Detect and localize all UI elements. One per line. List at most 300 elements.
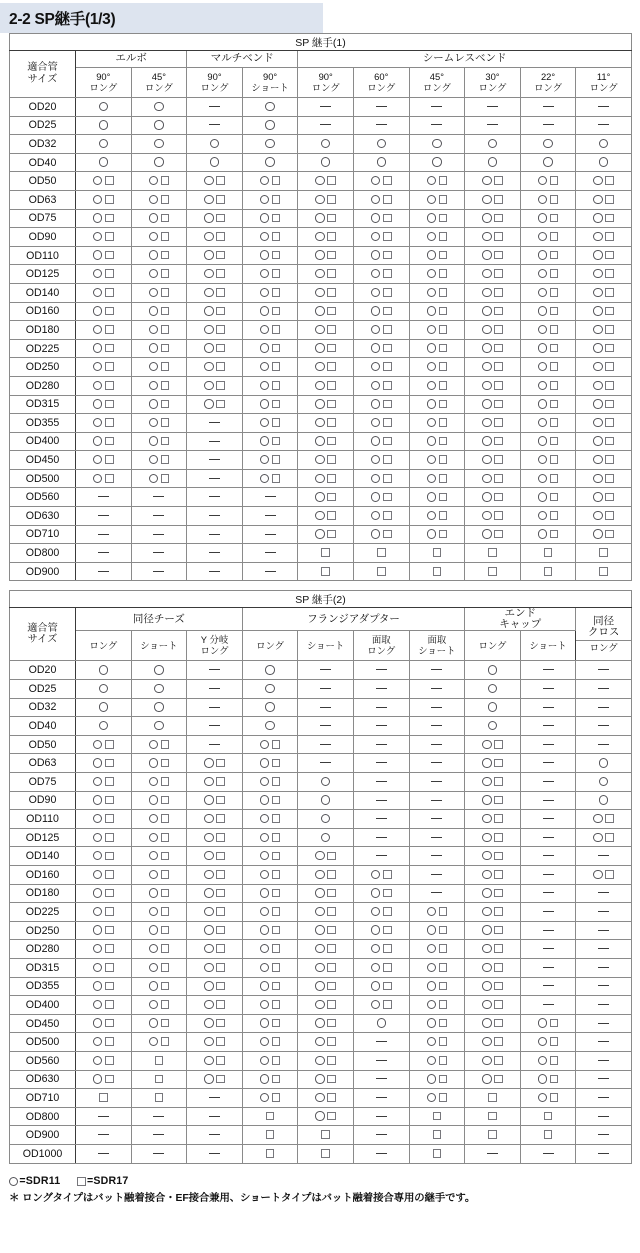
not-available-dash-icon	[598, 1060, 609, 1061]
sdr11-circle-icon	[593, 269, 602, 278]
availability-cell	[576, 773, 632, 792]
availability-cell	[298, 828, 354, 847]
availability-cell	[298, 754, 354, 773]
pipe-size-cell: OD32	[10, 135, 76, 154]
table-1-body	[10, 98, 632, 581]
not-available-dash-icon	[209, 106, 220, 107]
availability-cell	[353, 209, 409, 228]
sdr11-circle-icon	[315, 1056, 324, 1065]
not-available-dash-icon	[209, 688, 220, 689]
availability-cell	[187, 432, 243, 451]
sdr11-sdr17-pair	[482, 361, 503, 373]
availability-cell	[187, 544, 243, 563]
availability-cell	[187, 414, 243, 433]
not-available-dash-icon	[209, 669, 220, 670]
not-available-dash-icon	[98, 1134, 109, 1135]
sdr17-square-icon	[155, 1056, 164, 1065]
sdr17-square-icon	[216, 852, 225, 861]
sdr11-circle-icon	[204, 925, 213, 934]
availability-cell	[353, 1126, 409, 1145]
t2col-3-line1: ロング	[256, 639, 285, 651]
sdr17-square-icon	[383, 307, 392, 316]
not-available-dash-icon	[98, 496, 109, 497]
sdr11-circle-icon	[482, 399, 491, 408]
sdr17-square-icon	[494, 814, 503, 823]
availability-cell	[131, 98, 187, 117]
sdr11-sdr17-pair	[593, 472, 614, 484]
availability-cell	[242, 544, 298, 563]
availability-cell	[576, 884, 632, 903]
pipe-size-cell: OD630	[10, 1070, 76, 1089]
sdr11-circle-icon	[482, 195, 491, 204]
sdr11-circle-icon	[593, 529, 602, 538]
availability-cell	[465, 1089, 521, 1108]
availability-cell	[576, 228, 632, 247]
table-1-col-1	[131, 68, 187, 98]
availability-cell	[131, 1089, 187, 1108]
sdr11-circle-icon	[315, 176, 324, 185]
availability-cell	[298, 866, 354, 885]
availability-cell	[409, 358, 465, 377]
sdr17-square-icon	[494, 944, 503, 953]
sdr17-square-icon	[433, 1149, 442, 1158]
not-available-dash-icon	[543, 762, 554, 763]
sdr17-square-icon	[488, 567, 497, 576]
table-row	[10, 773, 632, 792]
availability-cell	[298, 921, 354, 940]
sdr11-sdr17-pair	[149, 980, 170, 992]
sdr11-circle-icon	[99, 120, 108, 129]
sdr11-circle-icon	[482, 436, 491, 445]
availability-cell	[353, 903, 409, 922]
sdr17-square-icon	[327, 195, 336, 204]
availability-cell	[465, 321, 521, 340]
sdr17-square-icon	[216, 251, 225, 260]
t2col-6-line2: ショート	[418, 644, 456, 656]
availability-cell	[576, 791, 632, 810]
table-2-col-4	[298, 631, 354, 661]
sdr11-sdr17-pair	[93, 1073, 114, 1085]
pipe-size-cell: OD90	[10, 228, 76, 247]
sdr11-sdr17-pair	[260, 379, 281, 391]
not-available-dash-icon	[598, 1134, 609, 1135]
circle-icon	[9, 1177, 18, 1186]
availability-cell	[353, 302, 409, 321]
sdr17-square-icon	[327, 511, 336, 520]
col-6-line1: 45°	[429, 70, 444, 82]
availability-cell	[520, 698, 576, 717]
availability-cell	[409, 451, 465, 470]
availability-cell	[353, 469, 409, 488]
not-available-dash-icon	[153, 1116, 164, 1117]
table-2-group-cross	[576, 608, 632, 661]
availability-cell	[242, 828, 298, 847]
sdr17-square-icon	[327, 530, 336, 539]
availability-cell	[298, 451, 354, 470]
sdr17-square-icon	[494, 362, 503, 371]
sdr11-circle-icon	[315, 870, 324, 879]
sdr11-circle-icon	[93, 195, 102, 204]
t2col-5-line1: 面取	[371, 634, 391, 646]
sdr17-square-icon	[605, 307, 614, 316]
sdr11-sdr17-pair	[371, 249, 392, 261]
sdr11-sdr17-pair	[204, 268, 225, 280]
availability-cell	[187, 488, 243, 507]
not-available-dash-icon	[98, 1116, 109, 1117]
sdr17-square-icon	[439, 269, 448, 278]
availability-cell	[520, 451, 576, 470]
sdr11-circle-icon	[538, 250, 547, 259]
sdr17-square-icon	[494, 176, 503, 185]
sdr17-square-icon	[383, 418, 392, 427]
sdr11-sdr17-pair	[93, 286, 114, 298]
sdr11-sdr17-pair	[149, 868, 170, 880]
sdr11-circle-icon	[371, 306, 380, 315]
availability-cell	[409, 1051, 465, 1070]
sdr11-circle-icon	[93, 455, 102, 464]
sdr17-square-icon	[433, 548, 442, 557]
sdr11-sdr17-pair	[315, 943, 336, 955]
sdr17-square-icon	[550, 1019, 559, 1028]
sdr17-square-icon	[105, 288, 114, 297]
sdr17-square-icon	[494, 214, 503, 223]
availability-cell	[242, 302, 298, 321]
sdr11-sdr17-pair	[427, 361, 448, 373]
sdr11-sdr17-pair	[371, 980, 392, 992]
t2col-7-line1: ロング	[478, 639, 507, 651]
sdr11-circle-icon	[93, 362, 102, 371]
availability-cell	[131, 977, 187, 996]
availability-cell	[520, 358, 576, 377]
sdr17-square-icon	[327, 1056, 336, 1065]
availability-cell	[131, 135, 187, 154]
not-available-dash-icon	[598, 707, 609, 708]
sdr11-circle-icon	[593, 399, 602, 408]
sdr11-circle-icon	[265, 665, 274, 674]
sdr11-sdr17-pair	[538, 398, 559, 410]
availability-cell	[187, 754, 243, 773]
sdr11-sdr17-pair	[593, 212, 614, 224]
availability-cell	[353, 358, 409, 377]
sdr11-circle-icon	[99, 665, 108, 674]
sdr17-square-icon	[321, 1149, 330, 1158]
sdr11-sdr17-pair	[260, 775, 281, 787]
availability-cell	[187, 735, 243, 754]
sdr11-circle-icon	[427, 269, 436, 278]
availability-cell	[242, 98, 298, 117]
availability-cell	[298, 488, 354, 507]
availability-cell	[242, 735, 298, 754]
sdr17-square-icon	[605, 214, 614, 223]
sdr11-circle-icon	[427, 399, 436, 408]
sdr17-square-icon	[327, 944, 336, 953]
sdr11-sdr17-pair	[371, 491, 392, 503]
sdr11-sdr17-pair	[260, 1017, 281, 1029]
availability-cell	[353, 773, 409, 792]
sdr11-circle-icon	[593, 492, 602, 501]
availability-cell	[242, 265, 298, 284]
availability-cell	[409, 283, 465, 302]
sdr11-sdr17-pair	[260, 230, 281, 242]
sdr11-sdr17-pair	[204, 230, 225, 242]
availability-cell	[187, 321, 243, 340]
not-available-dash-icon	[153, 496, 164, 497]
availability-cell	[520, 395, 576, 414]
availability-cell	[298, 544, 354, 563]
availability-cell	[76, 265, 132, 284]
availability-cell	[576, 265, 632, 284]
sdr11-circle-icon	[593, 511, 602, 520]
sdr17-square-icon	[272, 288, 281, 297]
table-2-col-6	[409, 631, 465, 661]
sdr17-square-icon	[266, 1149, 275, 1158]
sdr11-circle-icon	[93, 1018, 102, 1027]
sdr11-circle-icon	[93, 1037, 102, 1046]
sdr17-square-icon	[272, 1019, 281, 1028]
pipe-size-cell: OD355	[10, 977, 76, 996]
sdr17-square-icon	[155, 1075, 164, 1084]
sdr11-sdr17-pair	[538, 193, 559, 205]
sdr11-circle-icon	[154, 665, 163, 674]
sdr17-square-icon	[550, 1056, 559, 1065]
availability-cell	[409, 395, 465, 414]
not-available-dash-icon	[543, 948, 554, 949]
availability-cell	[131, 525, 187, 544]
availability-cell	[242, 754, 298, 773]
availability-cell	[242, 228, 298, 247]
sdr11-circle-icon	[149, 1000, 158, 1009]
sdr11-circle-icon	[427, 325, 436, 334]
sdr17-square-icon	[494, 493, 503, 502]
sdr11-circle-icon	[315, 492, 324, 501]
sdr17-square-icon	[105, 740, 114, 749]
pipe-size-cell: OD25	[10, 116, 76, 135]
sdr17-square-icon	[494, 437, 503, 446]
table-2-col-9: ロング	[576, 640, 631, 653]
col-0-line2: ロング	[89, 81, 118, 93]
sdr11-sdr17-pair	[260, 998, 281, 1010]
sdr11-sdr17-pair	[149, 813, 170, 825]
sdr11-sdr17-pair	[93, 924, 114, 936]
availability-cell	[353, 1033, 409, 1052]
availability-cell	[76, 903, 132, 922]
sdr11-circle-icon	[371, 250, 380, 259]
sdr11-circle-icon	[260, 1093, 269, 1102]
sdr11-circle-icon	[265, 702, 274, 711]
availability-cell	[131, 958, 187, 977]
sdr11-circle-icon	[432, 157, 441, 166]
sdr11-circle-icon	[204, 381, 213, 390]
sdr11-sdr17-pair	[538, 509, 559, 521]
availability-cell	[520, 98, 576, 117]
not-available-dash-icon	[376, 1153, 387, 1154]
availability-cell	[298, 773, 354, 792]
availability-cell	[298, 153, 354, 172]
not-available-dash-icon	[153, 552, 164, 553]
sdr11-circle-icon	[315, 474, 324, 483]
availability-cell	[187, 302, 243, 321]
sdr11-circle-icon	[371, 232, 380, 241]
sdr11-sdr17-pair	[315, 850, 336, 862]
sdr17-square-icon	[105, 1019, 114, 1028]
sdr11-circle-icon	[260, 1056, 269, 1065]
not-available-dash-icon	[320, 124, 331, 125]
sdr11-sdr17-pair	[315, 998, 336, 1010]
sdr17-square-icon	[105, 870, 114, 879]
availability-cell	[576, 116, 632, 135]
availability-cell	[576, 469, 632, 488]
table-1-col-5	[353, 68, 409, 98]
availability-cell	[242, 958, 298, 977]
pipe-size-cell: OD180	[10, 321, 76, 340]
table-row	[10, 977, 632, 996]
sdr17-square-icon	[105, 1037, 114, 1046]
sdr17-square-icon	[216, 889, 225, 898]
sdr17-square-icon	[439, 381, 448, 390]
sdr17-square-icon	[272, 362, 281, 371]
sdr17-square-icon	[161, 796, 170, 805]
availability-cell	[465, 1014, 521, 1033]
sdr17-square-icon	[494, 1037, 503, 1046]
sdr11-circle-icon	[149, 1037, 158, 1046]
sdr11-circle-icon	[482, 1037, 491, 1046]
sdr11-sdr17-pair	[149, 268, 170, 280]
availability-cell	[465, 921, 521, 940]
cross-line2: クロス	[587, 626, 620, 639]
sdr17-square-icon	[216, 1075, 225, 1084]
sdr11-sdr17-pair	[93, 361, 114, 373]
availability-cell	[520, 921, 576, 940]
sdr11-circle-icon	[204, 176, 213, 185]
sdr11-sdr17-pair	[593, 398, 614, 410]
sdr11-sdr17-pair	[93, 1017, 114, 1029]
availability-cell	[187, 810, 243, 829]
sdr11-circle-icon	[265, 102, 274, 111]
col-5-line1: 60°	[374, 70, 389, 82]
availability-cell	[131, 996, 187, 1015]
sdr11-sdr17-pair	[149, 1036, 170, 1048]
sdr11-sdr17-pair	[315, 1054, 336, 1066]
sdr17-square-icon	[327, 176, 336, 185]
sdr17-square-icon	[439, 400, 448, 409]
sdr17-square-icon	[327, 288, 336, 297]
table-row	[10, 1089, 632, 1108]
not-available-dash-icon	[265, 496, 276, 497]
sdr17-square-icon	[161, 740, 170, 749]
sdr11-sdr17-pair	[482, 379, 503, 391]
availability-cell	[353, 228, 409, 247]
sdr11-sdr17-pair	[482, 1054, 503, 1066]
availability-cell	[298, 717, 354, 736]
availability-cell	[131, 265, 187, 284]
sdr17-square-icon	[439, 195, 448, 204]
sdr11-sdr17-pair	[93, 212, 114, 224]
sdr11-circle-icon	[149, 777, 158, 786]
sdr11-sdr17-pair	[482, 342, 503, 354]
availability-cell	[242, 884, 298, 903]
availability-cell	[576, 562, 632, 581]
availability-cell	[76, 451, 132, 470]
availability-cell	[520, 321, 576, 340]
sdr11-sdr17-pair	[204, 905, 225, 917]
sdr17-square-icon	[494, 926, 503, 935]
sdr17-square-icon	[439, 251, 448, 260]
availability-cell	[298, 698, 354, 717]
sdr11-sdr17-pair	[482, 738, 503, 750]
col-8-line2: ロング	[534, 81, 563, 93]
size-header-line2: サイズ	[27, 74, 58, 85]
sdr11-sdr17-pair	[593, 175, 614, 187]
not-available-dash-icon	[543, 744, 554, 745]
sdr17-square-icon	[383, 455, 392, 464]
pipe-size-cell: OD315	[10, 958, 76, 977]
sdr11-sdr17-pair	[204, 757, 225, 769]
availability-cell	[242, 903, 298, 922]
sdr11-circle-icon	[482, 1000, 491, 1009]
sdr11-sdr17-pair	[427, 1036, 448, 1048]
availability-cell	[298, 432, 354, 451]
availability-cell	[187, 376, 243, 395]
sdr11-circle-icon	[149, 213, 158, 222]
availability-cell	[242, 791, 298, 810]
not-available-dash-icon	[376, 1041, 387, 1042]
sdr11-circle-icon	[538, 325, 547, 334]
availability-cell	[298, 661, 354, 680]
availability-cell	[187, 1126, 243, 1145]
availability-cell	[298, 172, 354, 191]
not-available-dash-icon	[98, 1153, 109, 1154]
availability-cell	[298, 302, 354, 321]
availability-cell	[409, 190, 465, 209]
sdr11-sdr17-pair	[593, 249, 614, 261]
sdr11-sdr17-pair	[204, 775, 225, 787]
pipe-size-cell: OD225	[10, 339, 76, 358]
availability-cell	[409, 1126, 465, 1145]
sdr17-square-icon	[494, 759, 503, 768]
sdr11-circle-icon	[593, 176, 602, 185]
sdr17-square-icon	[216, 833, 225, 842]
sdr11-sdr17-pair	[538, 342, 559, 354]
table-row	[10, 172, 632, 191]
not-available-dash-icon	[543, 930, 554, 931]
sdr11-circle-icon	[482, 474, 491, 483]
sdr17-square-icon	[494, 1056, 503, 1065]
sdr17-square-icon	[161, 870, 170, 879]
sdr11-circle-icon	[593, 232, 602, 241]
table-row	[10, 395, 632, 414]
sdr17-square-icon	[105, 269, 114, 278]
availability-cell	[76, 735, 132, 754]
not-available-dash-icon	[209, 1134, 220, 1135]
sdr11-sdr17-pair	[371, 943, 392, 955]
sdr17-square-icon	[550, 344, 559, 353]
availability-cell	[187, 209, 243, 228]
availability-cell	[187, 562, 243, 581]
availability-cell	[242, 376, 298, 395]
sdr17-square-icon	[550, 530, 559, 539]
not-available-dash-icon	[598, 1004, 609, 1005]
availability-cell	[131, 866, 187, 885]
sdr11-circle-icon	[377, 1018, 386, 1027]
sdr17-square-icon	[439, 907, 448, 916]
sdr11-circle-icon	[204, 851, 213, 860]
sdr11-circle-icon	[315, 455, 324, 464]
availability-cell	[520, 116, 576, 135]
sdr11-circle-icon	[593, 362, 602, 371]
sdr11-circle-icon	[482, 381, 491, 390]
sdr11-circle-icon	[482, 232, 491, 241]
sdr17-square-icon	[161, 926, 170, 935]
